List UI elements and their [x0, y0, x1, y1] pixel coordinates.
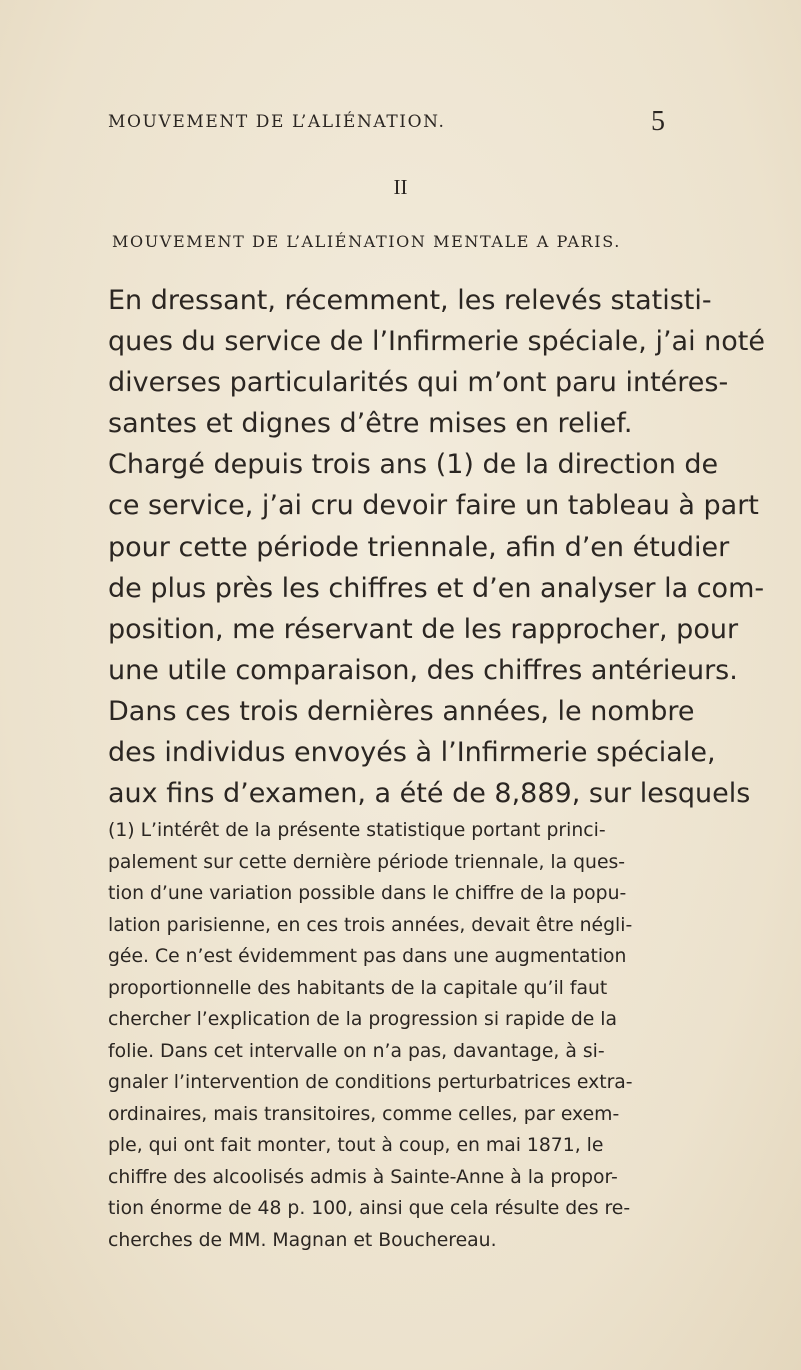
footnote-line: chercher l’explication de la progression si rapide de la [108, 1009, 618, 1030]
footnote-line: (1) L’intérêt de la présente statistique portant princi- [108, 820, 606, 841]
body-text [108, 280, 766, 814]
body-line: Chargé depuis trois ans (1) de la direction de [108, 449, 719, 481]
section-title: MOUVEMENT DE L’ALIÉNATION MENTALE A PARIS. [112, 232, 621, 251]
footnote-line: folie. Dans cet intervalle on n’a pas, davantage, à si- [108, 1040, 605, 1062]
running-head [0, 106, 801, 146]
body-line: une utile comparaison, des chiffres antérieurs. [108, 654, 738, 686]
footnote-line: cherches de MM. Magnan et Bouchereau. [108, 1229, 497, 1251]
footnote-line: chiffre des alcoolisés admis à Sainte-Anne à la propor- [108, 1166, 618, 1188]
body-line: ce service, j’ai cru devoir faire un tableau à part [108, 490, 759, 522]
footnote-line: ordinaires, mais transitoires, comme celles, par exem- [108, 1103, 620, 1125]
footnote-line: lation parisienne, en ces trois années, devait être négli- [108, 914, 633, 936]
body-line: de plus près les chiffres et d’en analyser la com- [108, 572, 765, 604]
footnote-line: proportionnelle des habitants de la capitale qu’il faut [108, 977, 608, 999]
footnote-line: gnaler l’intervention de conditions perturbatrices extra- [108, 1072, 633, 1093]
body-line: des individus envoyés à l’Infirmerie spéciale, [108, 737, 716, 769]
body-line: position, me réservant de les rapprocher, pour [108, 613, 739, 645]
footnote [108, 815, 728, 1256]
body-line: En dressant, récemment, les relevés statisti- [108, 285, 712, 316]
running-title: MOUVEMENT DE L’ALIÉNATION. [108, 112, 446, 132]
footnote-line: palement sur cette dernière période triennale, la ques- [108, 851, 626, 873]
body-line: ques du service de l’Infirmerie spéciale, j’ai noté [108, 326, 766, 358]
footnote-line: tion d’une variation possible dans le chiffre de la popu- [108, 883, 627, 904]
body-line: santes et dignes d’être mises en relief. [108, 408, 633, 440]
footnote-line: gée. Ce n’est évidemment pas dans une augmentation [108, 946, 627, 967]
body-line: diverses particularités qui m’ont paru intéres- [108, 367, 729, 399]
body-line: Dans ces trois dernières années, le nombre [108, 695, 695, 727]
section-number: II [393, 175, 408, 199]
footnote-line: tion énorme de 48 p. 100, ainsi que cela résulte des re- [108, 1198, 631, 1219]
page-number: 5 [651, 106, 665, 137]
body-line: aux fins d’examen, a été de 8,889, sur lesquels [108, 778, 751, 810]
footnote-line: ple, qui ont fait monter, tout à coup, en mai 1871, le [108, 1135, 604, 1156]
body-line: pour cette période triennale, afin d’en étudier [108, 531, 730, 563]
